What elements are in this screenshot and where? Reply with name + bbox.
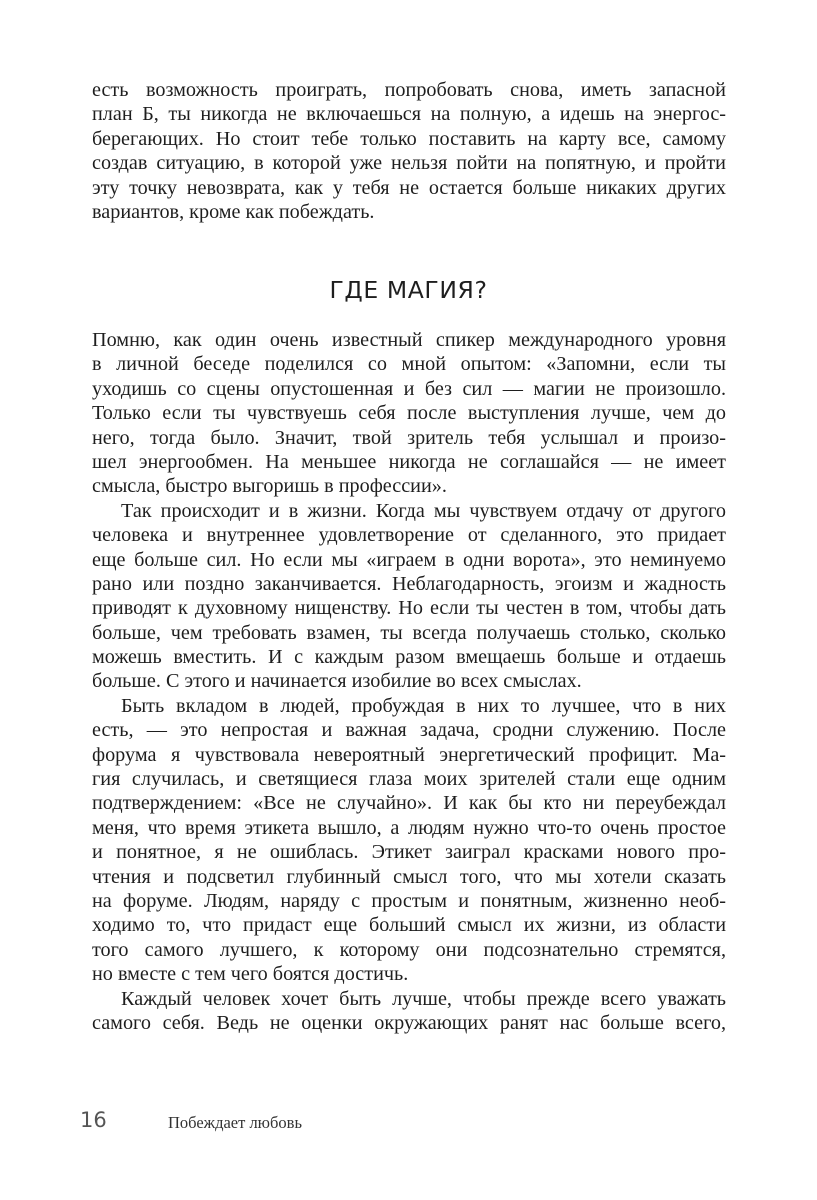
text-line: него, тогда было. Значит, твой зритель тебя услышал и произо- — [92, 426, 726, 449]
text-line: приводят к духовному нищенству. Но если ты честен в том, чтобы дать — [92, 597, 726, 620]
text-line: эту точку невозврата, как у тебя не остается больше никаких других — [92, 176, 726, 199]
text-line: есть, — это непростая и важная задача, сродни служению. После — [92, 719, 726, 742]
text-line: чтения и подсветил глубинный смысл того, что мы хотели сказать — [92, 865, 726, 888]
text-line: на форуме. Людям, наряду с простым и понятным, жизненно необ- — [92, 889, 726, 912]
text-line: можешь вместить. И с каждым разом вмещаешь больше и отдаешь — [92, 646, 726, 669]
text-line: того самого лучшего, к которому они подсознательно стремятся, — [92, 938, 726, 961]
text-line: подтверждением: «Все не случайно». И как бы кто ни переубеждал — [92, 792, 726, 815]
text-line: еще больше сил. Но если мы «играем в одни ворота», это неминуемо — [92, 548, 726, 571]
text-line: план Б, ты никогда не включаешься на полную, а идешь на энергос- — [92, 103, 726, 126]
text-line: ходимо то, что придаст еще больший смысл их жизни, из области — [92, 914, 726, 937]
text-line: Помню, как один очень известный спикер международного уровня — [92, 329, 726, 351]
running-title: Побеждает любовь — [168, 1113, 302, 1132]
text-line: гия случилась, и светящиеся глаза моих зрителей стали еще одним — [92, 768, 726, 791]
text-line: рано или поздно заканчивается. Неблагодарность, эгоизм и жадность — [92, 572, 726, 595]
section-heading: ГДЕ МАГИЯ? — [329, 276, 488, 304]
text-line: больше. С этого и начинается изобилие во всех смыслах. — [92, 670, 582, 693]
text-line: уходишь со сцены опустошенная и без сил — магии не произошло. — [92, 377, 726, 400]
text-line: создав ситуацию, в которой уже нельзя пойти на попятную, и пройти — [92, 152, 726, 175]
text-line: самого себя. Ведь не оценки окружающих ранят нас больше всего, — [92, 1011, 726, 1034]
text-line: меня, что время этикета вышло, а людям нужно что-то очень простое — [92, 816, 726, 839]
top-paragraph — [92, 78, 726, 224]
text-line: есть возможность проиграть, попробовать снова, иметь запасной — [92, 79, 726, 101]
text-line: человека и внутреннее удовлетворение от сделанного, это придает — [92, 524, 726, 547]
text-line: но вместе с тем чего боятся достичь. — [92, 963, 409, 986]
text-line: и понятное, я не ошиблась. Этикет заиграл красками нового про- — [92, 841, 726, 864]
text-line: смысла, быстро выгоришь в профессии». — [92, 475, 447, 498]
text-line: в личной беседе поделился со мной опытом: «Запомни, если ты — [92, 353, 726, 376]
text-line: форума я чувствовала невероятный энергетический профицит. Ма- — [92, 743, 726, 766]
text-line: больше, чем требовать взамен, ты всегда получаешь столько, сколько — [92, 621, 726, 644]
text-line: Только если ты чувствуешь себя после выступления лучше, чем до — [92, 402, 726, 425]
page-number: 16 — [80, 1108, 107, 1132]
text-line: Быть вкладом в людей, пробуждая в них то лучшее, что в них — [121, 694, 726, 717]
text-line: Каждый человек хочет быть лучше, чтобы прежде всего уважать — [121, 987, 726, 1010]
text-line: Так происходит и в жизни. Когда мы чувствуем отдачу от другого — [121, 499, 726, 522]
text-line: берегающих. Но стоит тебе только поставить на карту все, самому — [92, 127, 726, 150]
text-line: шел энергообмен. На меньшее никогда не соглашайся — не имеет — [92, 450, 726, 473]
main-text — [92, 328, 726, 1035]
text-line: вариантов, кроме как побеждать. — [92, 200, 375, 223]
